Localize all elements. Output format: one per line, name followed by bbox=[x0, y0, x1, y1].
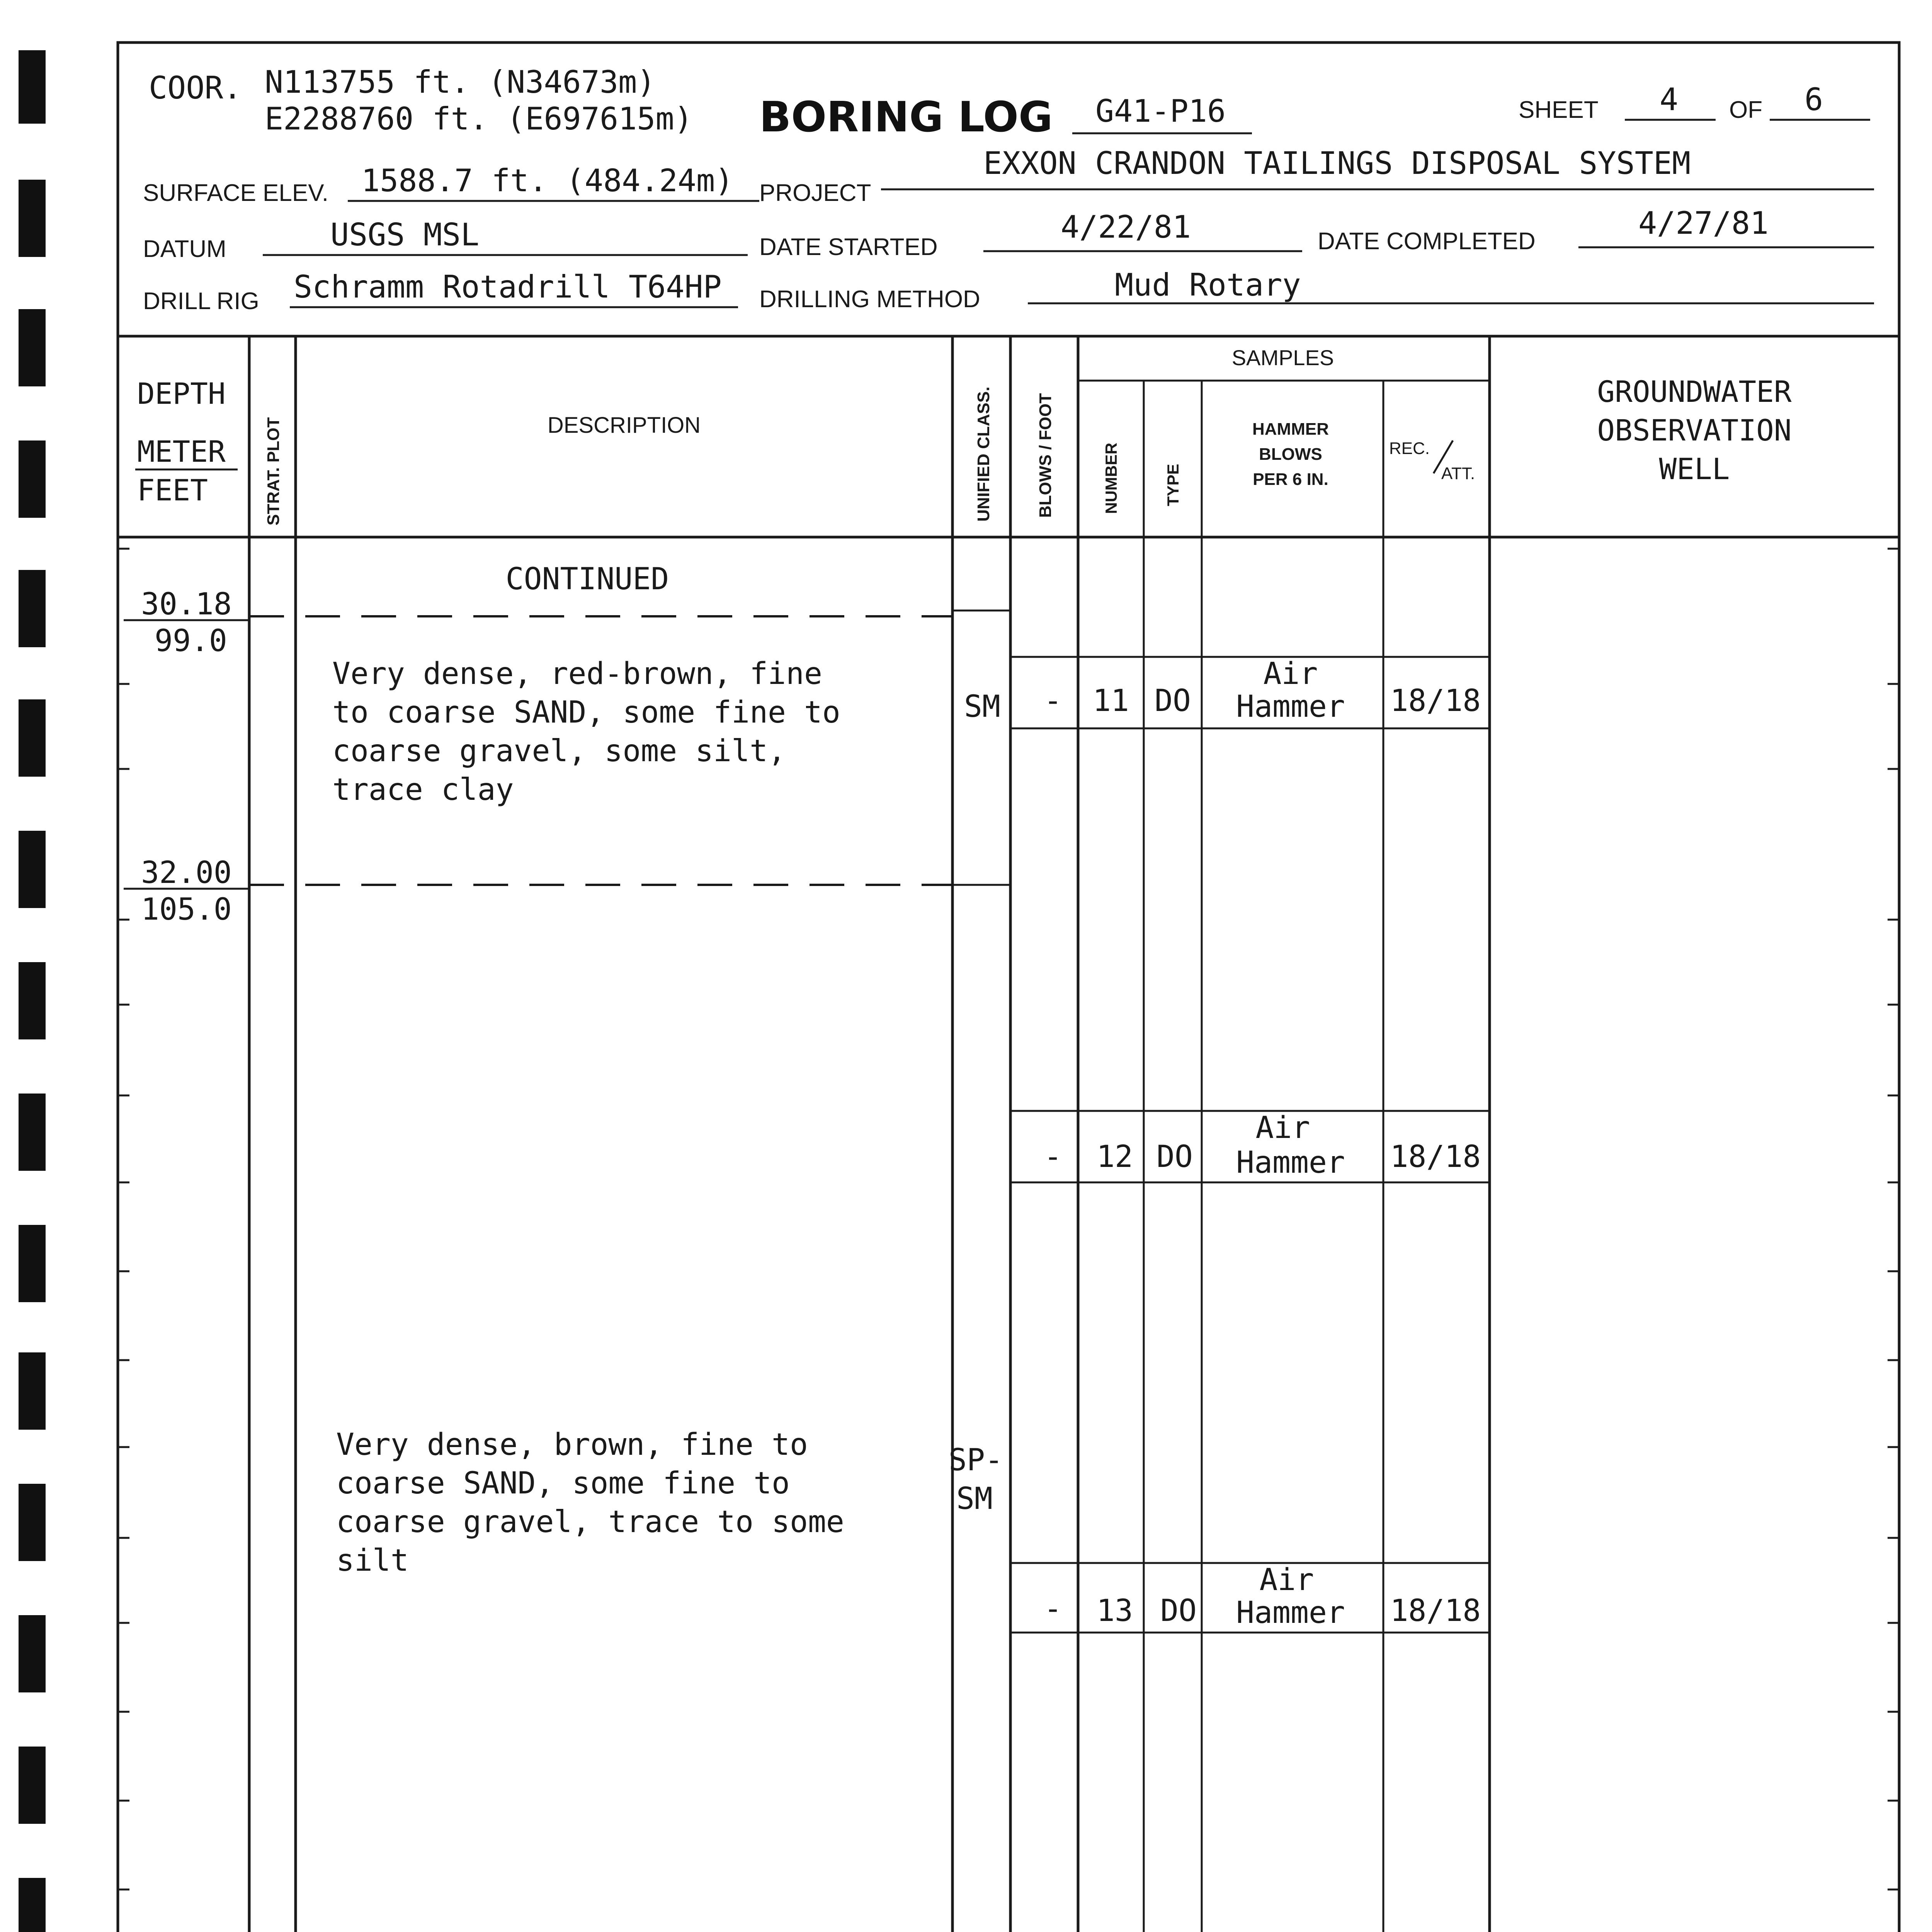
col-rec: REC. bbox=[1389, 439, 1430, 458]
date-started: 4/22/81 bbox=[1061, 209, 1191, 245]
col-strat-plot: STRAT. PLOT bbox=[264, 417, 283, 526]
sample-type: DO bbox=[1160, 1594, 1197, 1628]
col-att: ATT. bbox=[1441, 464, 1475, 483]
description-line: Very dense, brown, fine to bbox=[336, 1427, 808, 1462]
coor-easting: E2288760 ft. (E697615m) bbox=[265, 101, 693, 137]
col-hammer-3: PER 6 IN. bbox=[1253, 470, 1328, 489]
continued-top: CONTINUED bbox=[505, 562, 669, 597]
col-samples: SAMPLES bbox=[1231, 345, 1334, 370]
coor-northing: N113755 ft. (N34673m) bbox=[265, 64, 656, 100]
layer-description bbox=[336, 1427, 844, 1578]
col-type: TYPE bbox=[1164, 464, 1182, 506]
date-completed: 4/27/81 bbox=[1638, 205, 1769, 241]
surface-elev-label: SURFACE ELEV. bbox=[143, 180, 329, 206]
col-feet: FEET bbox=[137, 473, 208, 507]
sample-hammer-1: Air bbox=[1263, 656, 1318, 691]
col-hammer-1: HAMMER bbox=[1252, 420, 1329, 439]
col-hammer-2: BLOWS bbox=[1259, 445, 1322, 464]
page-title: BORING LOG bbox=[759, 93, 1053, 141]
drilling-method: Mud Rotary bbox=[1115, 267, 1301, 303]
sample-row bbox=[1010, 1111, 1490, 1182]
sample-row bbox=[1010, 1563, 1490, 1633]
coor-label: COOR. bbox=[149, 70, 242, 106]
col-meter: METER bbox=[137, 434, 226, 469]
project-name: EXXON CRANDON TAILINGS DISPOSAL SYSTEM bbox=[983, 145, 1691, 181]
sheet-number: 4 bbox=[1660, 82, 1679, 117]
description-line: Very dense, red-brown, fine bbox=[332, 656, 822, 691]
description-line: trace clay bbox=[332, 772, 514, 807]
depth-mark bbox=[124, 587, 249, 658]
layer-boundaries bbox=[249, 611, 1010, 1932]
sheet-label: SHEET bbox=[1519, 97, 1599, 123]
sample-rec-att: 18/18 bbox=[1390, 1594, 1481, 1628]
well-ticks bbox=[1888, 549, 1899, 1932]
description-line: coarse gravel, trace to some bbox=[336, 1505, 844, 1539]
project-label: PROJECT bbox=[759, 180, 871, 206]
description-line: silt bbox=[336, 1543, 409, 1578]
sample-rec-att: 18/18 bbox=[1390, 684, 1481, 718]
col-groundwater-2: OBSERVATION bbox=[1597, 413, 1792, 447]
of-label: OF bbox=[1729, 97, 1763, 123]
sample-hammer-2: Hammer bbox=[1236, 689, 1345, 724]
sample-blows: - bbox=[1044, 1139, 1062, 1174]
sample-rec-att: 18/18 bbox=[1390, 1139, 1481, 1174]
layers bbox=[332, 562, 1003, 1932]
depth-mark bbox=[124, 855, 249, 927]
outer-frame bbox=[118, 43, 1899, 1932]
unified-class: SM bbox=[964, 689, 1000, 724]
sample-type: DO bbox=[1155, 684, 1191, 718]
boring-id: G41-P16 bbox=[1095, 93, 1226, 129]
col-groundwater-3: WELL bbox=[1659, 452, 1730, 486]
depth-ticks bbox=[118, 549, 129, 1932]
depth-meter: 32.00 bbox=[141, 855, 232, 890]
sample-number: 13 bbox=[1097, 1594, 1133, 1628]
col-number: NUMBER bbox=[1102, 442, 1120, 514]
sample-row bbox=[1010, 656, 1490, 728]
depth-marks bbox=[124, 587, 249, 1932]
col-depth: DEPTH bbox=[137, 376, 226, 411]
unified-class: SP- bbox=[949, 1443, 1003, 1478]
sample-hammer-2: Hammer bbox=[1236, 1145, 1345, 1180]
sample-blows: - bbox=[1044, 684, 1062, 718]
drill-rig: Schramm Rotadrill T64HP bbox=[294, 269, 722, 305]
binder-strip bbox=[19, 50, 46, 1932]
sample-hammer-1: Air bbox=[1259, 1563, 1314, 1597]
layer-description bbox=[332, 656, 840, 807]
unified-class: SM bbox=[956, 1481, 993, 1516]
datum-label: DATUM bbox=[143, 236, 226, 262]
header bbox=[143, 64, 1874, 315]
depth-feet: 99.0 bbox=[155, 624, 227, 658]
drilling-method-label: DRILLING METHOD bbox=[759, 286, 980, 313]
drill-rig-label: DRILL RIG bbox=[143, 288, 259, 315]
surface-elev: 1588.7 ft. (484.24m) bbox=[361, 163, 734, 199]
date-started-label: DATE STARTED bbox=[759, 234, 938, 260]
table-grid bbox=[118, 336, 1899, 1932]
sample-hammer-1: Air bbox=[1255, 1111, 1310, 1145]
sample-number: 12 bbox=[1097, 1139, 1133, 1174]
sample-hammer-2: Hammer bbox=[1236, 1595, 1345, 1630]
col-unified-class: UNIFIED CLASS. bbox=[974, 386, 993, 522]
depth-feet: 105.0 bbox=[141, 892, 232, 927]
col-blows-foot: BLOWS / FOOT bbox=[1036, 393, 1055, 518]
column-headers bbox=[135, 345, 1792, 526]
col-groundwater-1: GROUNDWATER bbox=[1597, 374, 1792, 409]
sample-blows: - bbox=[1044, 1592, 1062, 1626]
sample-type: DO bbox=[1156, 1139, 1193, 1174]
sheet-total: 6 bbox=[1804, 82, 1823, 117]
depth-meter: 30.18 bbox=[141, 587, 232, 622]
sample-number: 11 bbox=[1093, 684, 1129, 718]
description-line: coarse gravel, some silt, bbox=[332, 734, 786, 769]
datum: USGS MSL bbox=[330, 217, 480, 253]
date-completed-label: DATE COMPLETED bbox=[1318, 228, 1536, 255]
col-description: DESCRIPTION bbox=[547, 413, 701, 438]
description-line: to coarse SAND, some fine to bbox=[332, 695, 840, 730]
description-line: coarse SAND, some fine to bbox=[336, 1466, 790, 1501]
